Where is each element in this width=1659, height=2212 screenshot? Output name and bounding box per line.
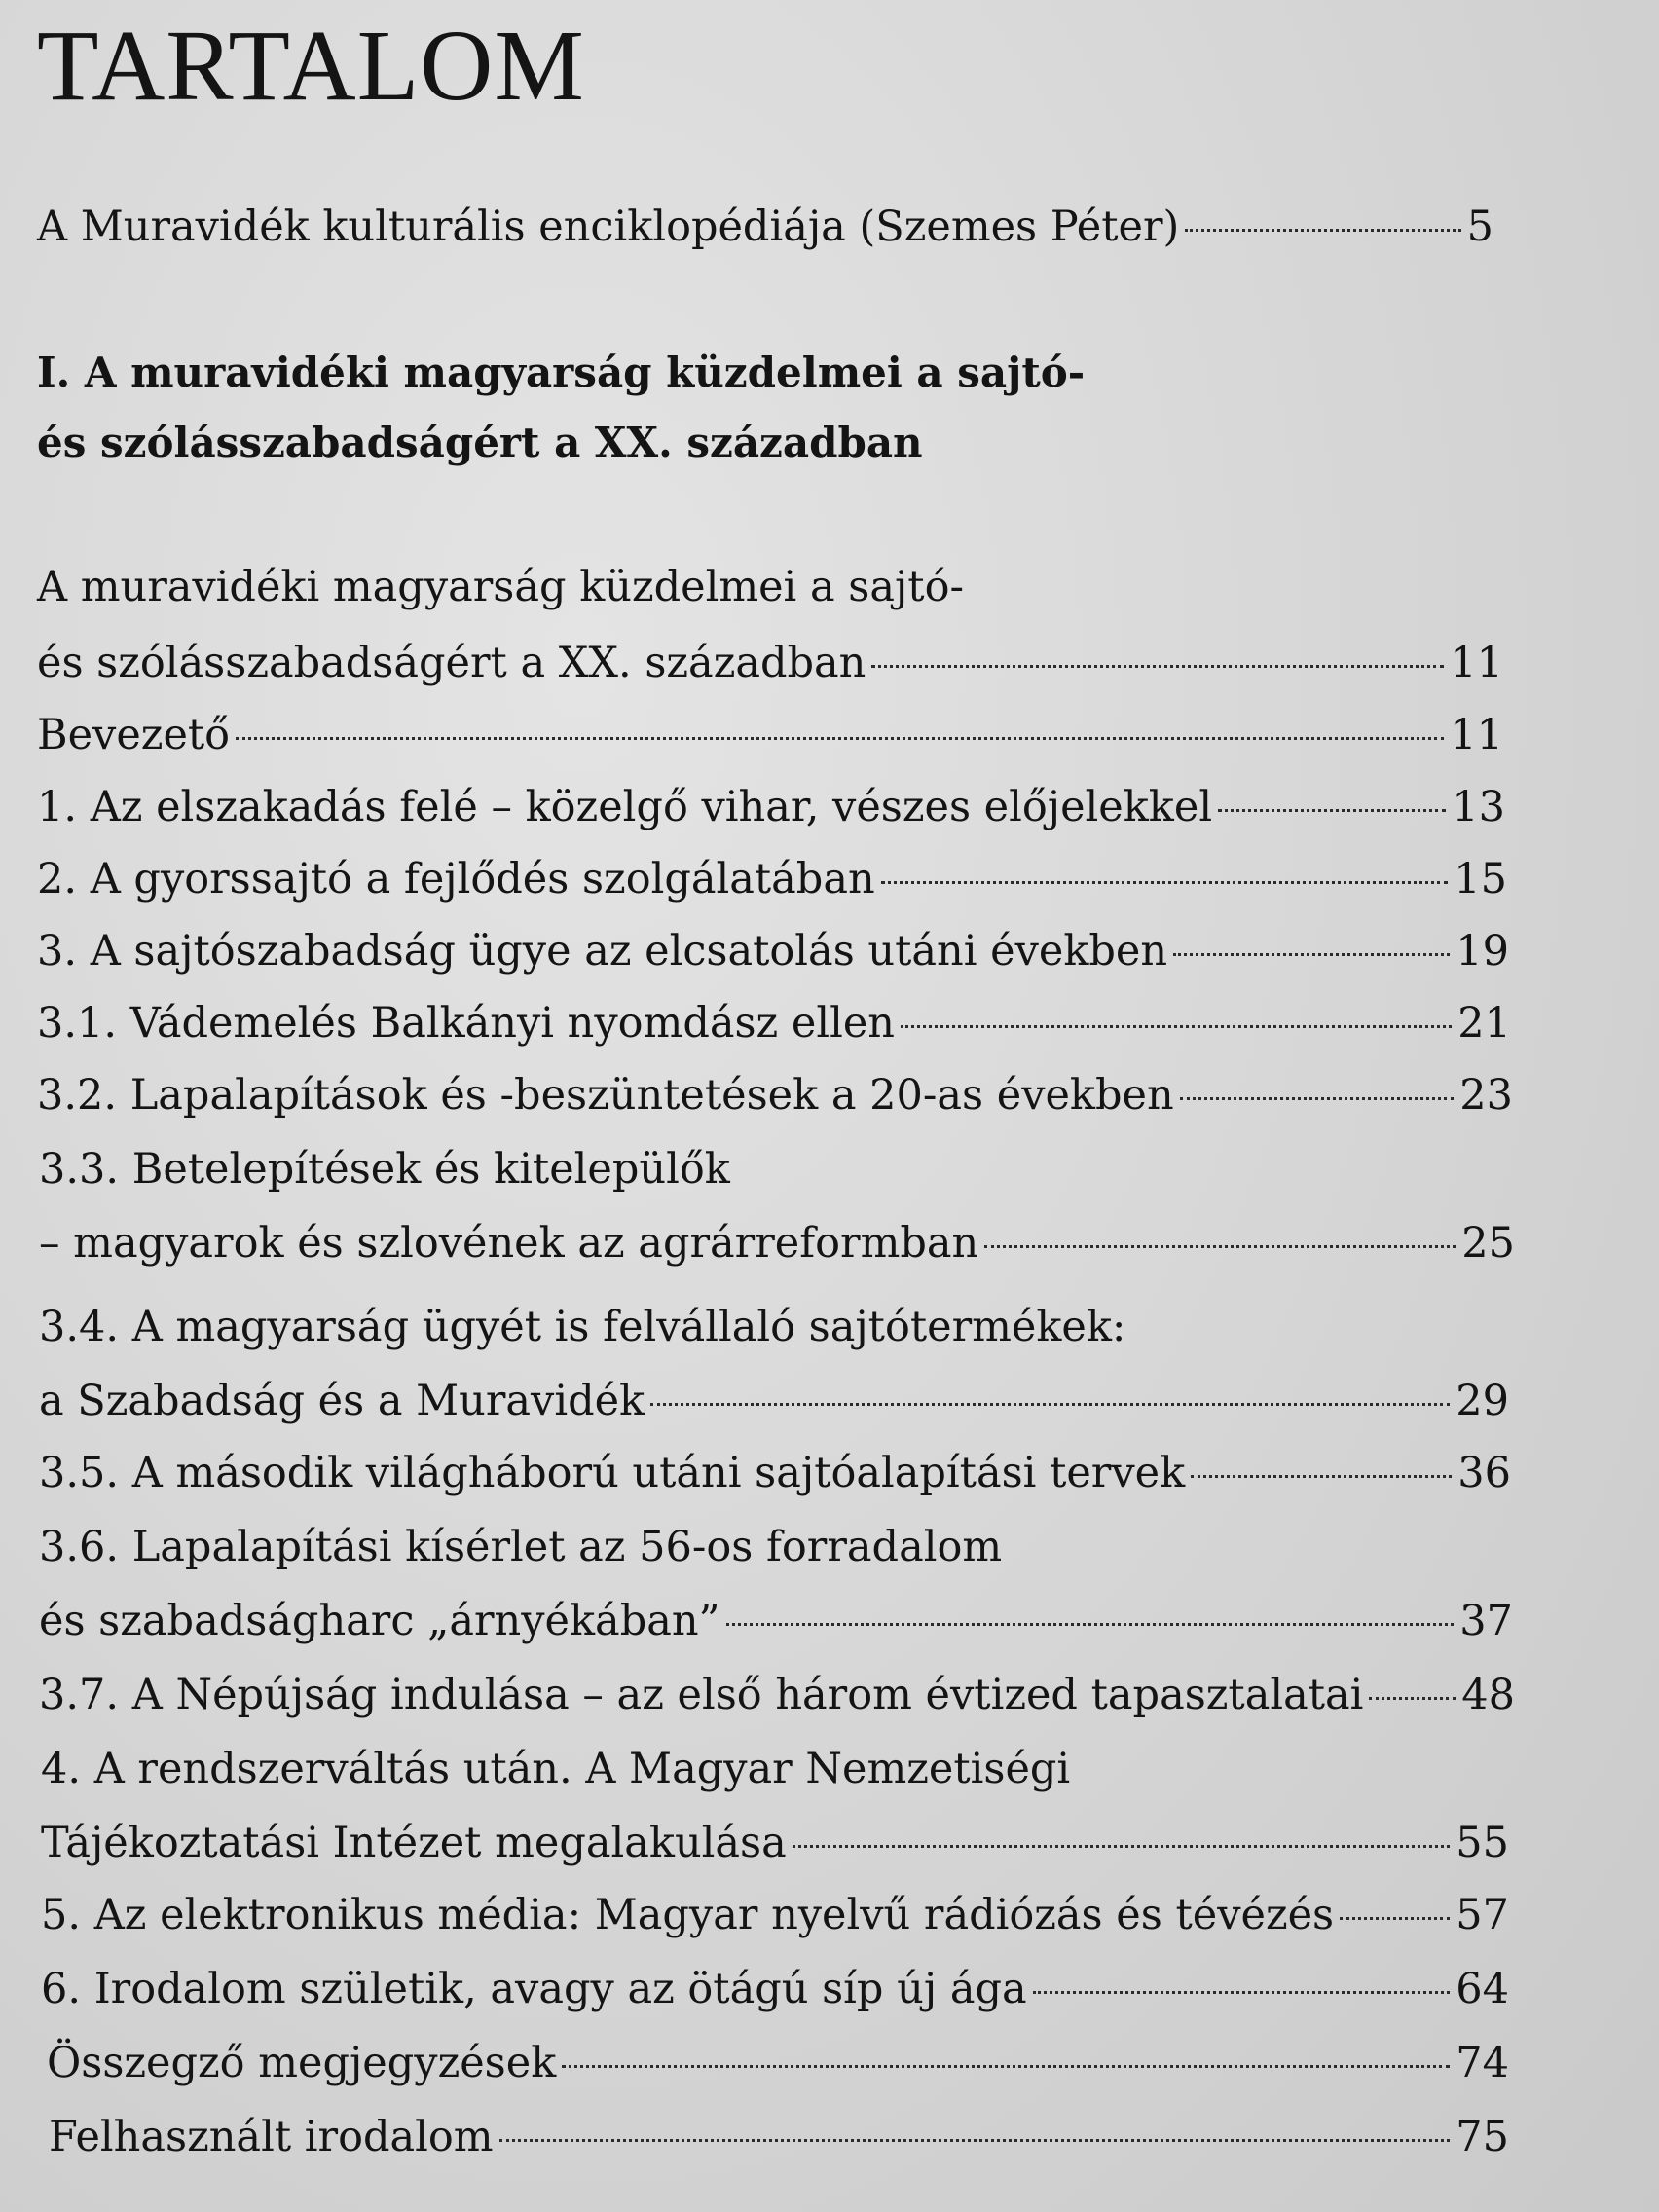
toc-entry-15 bbox=[41, 1955, 1509, 2023]
toc-page-number: 55 bbox=[1456, 1819, 1509, 1867]
toc-page-number: 11 bbox=[1450, 639, 1503, 687]
toc-entry-title: 3. A sajtószabadság ügye az elcsatolás utáni években bbox=[37, 927, 1168, 976]
dot-leader bbox=[1369, 1696, 1456, 1700]
dot-leader bbox=[236, 736, 1444, 740]
toc-entry-title: A Muravidék kulturális enciklopédiája (Szemes Péter) bbox=[37, 203, 1180, 251]
toc-page-number: 19 bbox=[1456, 927, 1509, 976]
toc-page-number: 36 bbox=[1457, 1449, 1511, 1497]
dot-leader bbox=[1185, 228, 1460, 232]
toc-entry-title: Összegző megjegyzések bbox=[47, 2039, 557, 2087]
dot-leader bbox=[793, 1844, 1451, 1848]
toc-entry-10 bbox=[39, 1439, 1511, 1507]
toc-entry-1-line1: A muravidéki magyarság küzdelmei a sajtó- bbox=[37, 563, 965, 611]
toc-page-number: 21 bbox=[1457, 999, 1511, 1048]
toc-entry-5 bbox=[37, 917, 1509, 985]
dot-leader bbox=[881, 880, 1449, 884]
dot-leader bbox=[1180, 1096, 1455, 1100]
toc-page-number: 75 bbox=[1456, 2113, 1509, 2161]
toc-entry-9 bbox=[39, 1367, 1509, 1435]
toc-entry-title: és szabadságharc „árnyékában” bbox=[39, 1597, 720, 1645]
toc-entry-14 bbox=[41, 1881, 1509, 1949]
toc-page-number: 13 bbox=[1452, 783, 1505, 831]
toc-entry-title: 3.1. Vádemelés Balkányi nyomdász ellen bbox=[37, 999, 895, 1048]
toc-page-number: 23 bbox=[1459, 1071, 1513, 1120]
toc-entry-13 bbox=[41, 1809, 1509, 1877]
toc-page-number: 5 bbox=[1466, 203, 1493, 251]
dot-leader bbox=[650, 1402, 1450, 1406]
toc-entry-title: 1. Az elszakadás felé – közelgő vihar, vészes előjelekkel bbox=[37, 783, 1213, 831]
toc-entry-12 bbox=[39, 1661, 1515, 1729]
toc-entry-title: – magyarok és szlovének az agrárreformban bbox=[39, 1219, 979, 1268]
toc-entry-title: 3.7. A Népújság indulása – az első három évtized tapasztalatai bbox=[39, 1671, 1364, 1719]
toc-entry-7 bbox=[37, 1061, 1513, 1129]
dot-leader bbox=[1218, 808, 1446, 812]
toc-entry-9-line1: 3.4. A magyarság ügyét is felvállaló sajtótermékek: bbox=[39, 1303, 1126, 1351]
dot-leader bbox=[499, 2138, 1451, 2142]
dot-leader bbox=[1173, 952, 1450, 956]
dot-leader bbox=[984, 1244, 1456, 1248]
toc-entry-4 bbox=[37, 845, 1507, 913]
dot-leader bbox=[726, 1622, 1455, 1626]
toc-page-number: 64 bbox=[1456, 1965, 1509, 2013]
dot-leader bbox=[562, 2064, 1450, 2068]
toc-entry-intro bbox=[37, 193, 1493, 261]
toc-entry-3 bbox=[37, 773, 1505, 841]
toc-entry-11-line1: 3.6. Lapalapítási kísérlet az 56-os forradalom bbox=[39, 1523, 1003, 1571]
toc-page-number: 25 bbox=[1461, 1219, 1515, 1268]
toc-page-number: 29 bbox=[1456, 1377, 1509, 1425]
toc-entry-title: 2. A gyorssajtó a fejlődés szolgálatában bbox=[37, 855, 875, 903]
toc-entry-title: Tájékoztatási Intézet megalakulása bbox=[41, 1819, 787, 1867]
dot-leader bbox=[871, 664, 1444, 668]
toc-entry-title: és szólásszabadságért a XX. században bbox=[37, 639, 866, 687]
dot-leader bbox=[1340, 1916, 1450, 1920]
toc-entry-title: a Szabadság és a Muravidék bbox=[39, 1377, 645, 1425]
toc-entry-2 bbox=[37, 701, 1503, 769]
toc-page-number: 37 bbox=[1459, 1597, 1513, 1645]
toc-entry-6 bbox=[37, 989, 1511, 1057]
toc-page-number: 48 bbox=[1461, 1671, 1515, 1719]
toc-entry-17 bbox=[49, 2103, 1509, 2171]
page-title: TARTALOM bbox=[37, 10, 585, 122]
toc-page-number: 11 bbox=[1450, 711, 1503, 759]
toc-entry-8 bbox=[39, 1209, 1515, 1277]
toc-page-number: 74 bbox=[1456, 2039, 1509, 2087]
toc-entry-title: 6. Irodalom születik, avagy az ötágú síp új ága bbox=[41, 1965, 1027, 2013]
toc-entry-title: 3.5. A második világháború utáni sajtóalapítási tervek bbox=[39, 1449, 1186, 1497]
dot-leader bbox=[1191, 1474, 1452, 1478]
toc-entry-1 bbox=[37, 629, 1503, 697]
toc-page-number: 15 bbox=[1454, 855, 1507, 903]
dot-leader bbox=[901, 1024, 1452, 1028]
toc-entry-13-line1: 4. A rendszerváltás után. A Magyar Nemzetiségi bbox=[41, 1745, 1071, 1793]
toc-page-number: 57 bbox=[1456, 1891, 1509, 1939]
toc-entry-title: Bevezető bbox=[37, 711, 231, 759]
toc-entry-8-line1: 3.3. Betelepítések és kitelepülők bbox=[39, 1145, 730, 1194]
toc-entry-16 bbox=[47, 2029, 1509, 2097]
section-heading-line2: és szólásszabadságért a XX. században bbox=[37, 419, 923, 466]
toc-entry-title: 5. Az elektronikus média: Magyar nyelvű rádiózás és tévézés bbox=[41, 1891, 1335, 1939]
toc-entry-title: 3.2. Lapalapítások és -beszüntetések a 20-as években bbox=[37, 1071, 1174, 1120]
dot-leader bbox=[1033, 1990, 1451, 1994]
section-heading-line1: I. A muravidéki magyarság küzdelmei a sajtó- bbox=[37, 349, 1086, 396]
toc-entry-title: Felhasznált irodalom bbox=[49, 2113, 494, 2161]
toc-entry-11 bbox=[39, 1587, 1513, 1655]
